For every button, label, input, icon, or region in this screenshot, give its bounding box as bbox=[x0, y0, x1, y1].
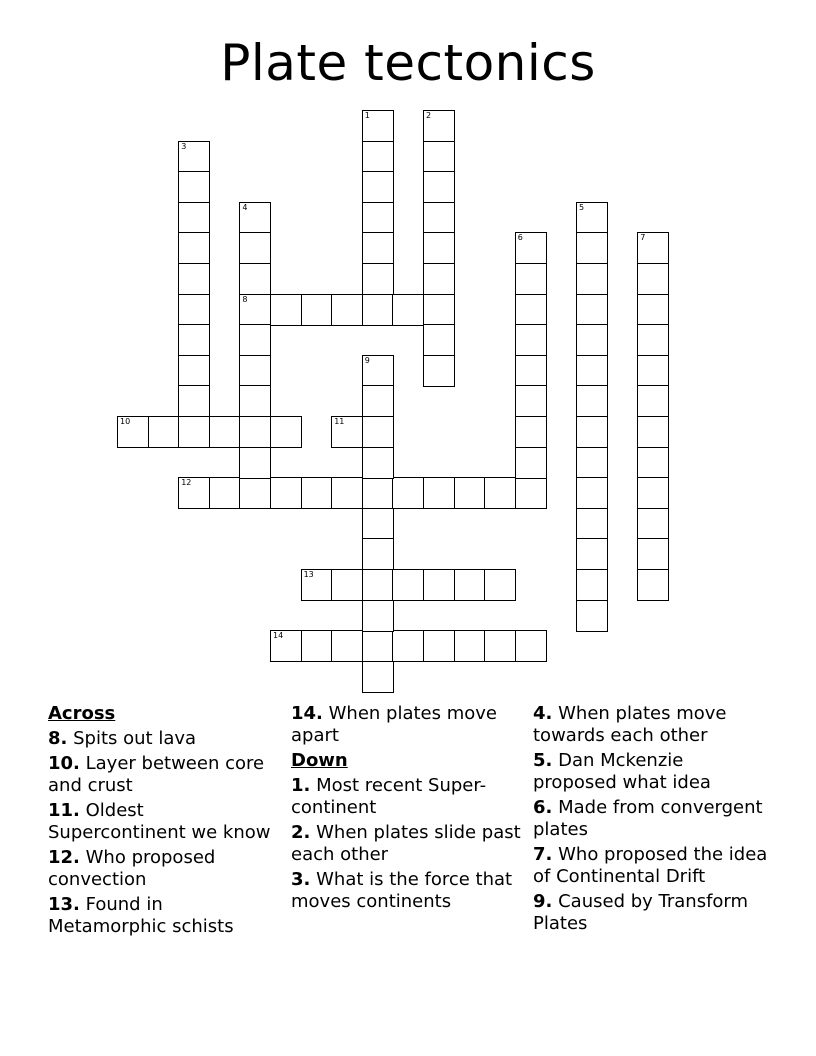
grid-cell[interactable] bbox=[270, 630, 302, 662]
grid-cell[interactable] bbox=[576, 355, 608, 387]
grid-cell[interactable] bbox=[362, 202, 394, 234]
grid-cell[interactable] bbox=[423, 263, 455, 295]
clue-number: 3. bbox=[291, 869, 311, 890]
cell-number: 13 bbox=[303, 570, 314, 579]
grid-cell[interactable] bbox=[362, 600, 394, 632]
grid-cell[interactable] bbox=[637, 569, 669, 601]
grid-cell[interactable] bbox=[362, 171, 394, 203]
grid-cell[interactable] bbox=[576, 569, 608, 601]
grid-cell[interactable] bbox=[362, 110, 394, 142]
cell-number: 11 bbox=[334, 417, 345, 426]
grid-cell[interactable] bbox=[454, 630, 486, 662]
grid-cell[interactable] bbox=[239, 232, 271, 264]
grid-cell[interactable] bbox=[362, 477, 394, 509]
grid-cell[interactable] bbox=[239, 385, 271, 417]
grid-cell[interactable] bbox=[178, 355, 210, 387]
clue-number: 9. bbox=[533, 891, 553, 912]
grid-cell[interactable] bbox=[239, 447, 271, 479]
grid-cell[interactable] bbox=[484, 477, 516, 509]
grid-cell[interactable] bbox=[178, 232, 210, 264]
grid-cell[interactable] bbox=[423, 294, 455, 326]
cell-number: 1 bbox=[364, 111, 370, 120]
grid-cell[interactable] bbox=[576, 263, 608, 295]
clue-down-4 bbox=[533, 703, 769, 747]
grid-cell[interactable] bbox=[331, 569, 363, 601]
grid-cell[interactable] bbox=[637, 477, 669, 509]
grid-cell[interactable] bbox=[301, 477, 333, 509]
clue-text: Spits out lava bbox=[73, 728, 197, 749]
clues-column-3 bbox=[533, 703, 769, 938]
grid-cell[interactable] bbox=[178, 416, 210, 448]
grid-cell[interactable] bbox=[423, 110, 455, 142]
grid-cell[interactable] bbox=[209, 477, 241, 509]
grid-cell[interactable] bbox=[423, 171, 455, 203]
grid-cell[interactable] bbox=[239, 324, 271, 356]
grid-cell[interactable] bbox=[362, 355, 394, 387]
grid-cell[interactable] bbox=[576, 202, 608, 234]
grid-cell[interactable] bbox=[270, 294, 302, 326]
grid-cell[interactable] bbox=[178, 171, 210, 203]
clue-number: 13. bbox=[48, 894, 80, 915]
grid-cell[interactable] bbox=[209, 416, 241, 448]
grid-cell[interactable] bbox=[515, 232, 547, 264]
grid-cell[interactable] bbox=[239, 355, 271, 387]
grid-cell[interactable] bbox=[515, 355, 547, 387]
grid-cell[interactable] bbox=[362, 416, 394, 448]
cell-number: 6 bbox=[517, 233, 523, 243]
cell-number: 14 bbox=[273, 631, 284, 641]
grid-cell[interactable] bbox=[637, 232, 669, 264]
clue-number: 2. bbox=[291, 822, 311, 843]
grid-cell[interactable] bbox=[515, 416, 547, 448]
clue-across-13 bbox=[48, 894, 284, 938]
grid-cell[interactable] bbox=[637, 294, 669, 326]
grid-cell[interactable] bbox=[515, 447, 547, 479]
clue-number: 14. bbox=[291, 703, 323, 724]
clue-text: Found in Metamorphic schists bbox=[48, 894, 234, 937]
grid-cell[interactable] bbox=[331, 294, 363, 326]
clue-number: 7. bbox=[533, 844, 553, 865]
clue-number: 5. bbox=[533, 750, 553, 771]
clue-down-1 bbox=[291, 775, 527, 819]
grid-cell[interactable] bbox=[423, 355, 455, 387]
grid-cell[interactable] bbox=[362, 141, 394, 173]
clue-across-14 bbox=[291, 703, 527, 747]
clue-across-10 bbox=[48, 753, 284, 797]
clue-down-7 bbox=[533, 844, 769, 888]
clue-down-9 bbox=[533, 891, 769, 935]
grid-cell[interactable] bbox=[270, 477, 302, 509]
grid-cell[interactable] bbox=[576, 508, 608, 540]
cell-number: 4 bbox=[242, 202, 248, 212]
grid-cell[interactable] bbox=[239, 294, 271, 326]
clue-text: What is the force that moves continents bbox=[291, 869, 513, 912]
grid-cell[interactable] bbox=[515, 263, 547, 295]
grid-cell[interactable] bbox=[454, 569, 486, 601]
grid-cell[interactable] bbox=[362, 630, 394, 662]
cell-number: 9 bbox=[364, 355, 370, 365]
grid-cell[interactable] bbox=[301, 569, 333, 601]
grid-cell[interactable] bbox=[362, 447, 394, 479]
across-heading: Across bbox=[48, 703, 116, 724]
clue-across-12 bbox=[48, 847, 284, 891]
grid-cell[interactable] bbox=[576, 294, 608, 326]
clue-text: Who proposed the idea of Continental Drift bbox=[533, 844, 768, 887]
down-heading: Down bbox=[291, 750, 348, 771]
grid-cell[interactable] bbox=[362, 661, 394, 693]
grid-cell[interactable] bbox=[178, 477, 210, 509]
grid-cell[interactable] bbox=[637, 508, 669, 540]
grid-cell[interactable] bbox=[637, 538, 669, 570]
clue-text: Oldest Supercontinent we know bbox=[48, 800, 271, 843]
cell-number: 3 bbox=[181, 141, 187, 151]
grid-cell[interactable] bbox=[331, 416, 363, 448]
clue-text: When plates slide past each other bbox=[291, 822, 521, 865]
clue-number: 6. bbox=[533, 797, 553, 818]
grid-cell[interactable] bbox=[331, 477, 363, 509]
clue-text: When plates move towards each other bbox=[533, 703, 727, 746]
grid-cell[interactable] bbox=[454, 477, 486, 509]
clue-across-8 bbox=[48, 728, 284, 750]
grid-cell[interactable] bbox=[392, 569, 424, 601]
clues-column-1 bbox=[48, 703, 284, 941]
clue-down-6 bbox=[533, 797, 769, 841]
cell-number: 2 bbox=[426, 111, 432, 120]
clue-text: When plates move apart bbox=[291, 703, 497, 746]
clue-text: Who proposed convection bbox=[48, 847, 216, 890]
grid-cell[interactable] bbox=[362, 508, 394, 540]
grid-cell[interactable] bbox=[515, 630, 547, 662]
clue-down-5 bbox=[533, 750, 769, 794]
grid-cell[interactable] bbox=[423, 630, 455, 662]
cell-number: 12 bbox=[181, 478, 192, 488]
grid-cell[interactable] bbox=[423, 141, 455, 173]
grid-cell[interactable] bbox=[178, 385, 210, 417]
cell-number: 5 bbox=[579, 202, 585, 212]
clues-column-2 bbox=[291, 703, 527, 916]
grid-cell[interactable] bbox=[576, 447, 608, 479]
clue-number: 1. bbox=[291, 775, 311, 796]
grid-cell[interactable] bbox=[117, 416, 149, 448]
grid-cell[interactable] bbox=[576, 477, 608, 509]
grid-cell[interactable] bbox=[515, 477, 547, 509]
grid-cell[interactable] bbox=[178, 324, 210, 356]
clue-text: Most recent Super-continent bbox=[291, 775, 487, 818]
grid-cell[interactable] bbox=[637, 263, 669, 295]
grid-cell[interactable] bbox=[423, 324, 455, 356]
grid-cell[interactable] bbox=[362, 538, 394, 570]
grid-cell[interactable] bbox=[576, 600, 608, 632]
grid-cell[interactable] bbox=[576, 324, 608, 356]
grid-cell[interactable] bbox=[576, 385, 608, 417]
grid-cell[interactable] bbox=[576, 538, 608, 570]
grid-cell[interactable] bbox=[239, 263, 271, 295]
grid-cell[interactable] bbox=[331, 630, 363, 662]
grid-cell[interactable] bbox=[301, 630, 333, 662]
clue-text: Caused by Transform Plates bbox=[533, 891, 749, 934]
grid-cell[interactable] bbox=[301, 294, 333, 326]
grid-cell[interactable] bbox=[362, 385, 394, 417]
grid-cell[interactable] bbox=[270, 416, 302, 448]
grid-cell[interactable] bbox=[423, 477, 455, 509]
grid-cell[interactable] bbox=[423, 569, 455, 601]
grid-cell[interactable] bbox=[392, 477, 424, 509]
grid-cell[interactable] bbox=[178, 294, 210, 326]
puzzle-title: Plate tectonics bbox=[220, 34, 596, 92]
grid-cell[interactable] bbox=[362, 232, 394, 264]
grid-cell[interactable] bbox=[148, 416, 180, 448]
clue-down-3 bbox=[291, 869, 527, 913]
grid-cell[interactable] bbox=[392, 294, 424, 326]
clue-number: 10. bbox=[48, 753, 80, 774]
grid-cell[interactable] bbox=[576, 232, 608, 264]
clue-number: 12. bbox=[48, 847, 80, 868]
cell-number: 8 bbox=[242, 294, 248, 304]
grid-cell[interactable] bbox=[484, 630, 516, 662]
grid-cell[interactable] bbox=[637, 385, 669, 417]
clue-text: Dan Mckenzie proposed what idea bbox=[533, 750, 711, 793]
cell-number: 7 bbox=[640, 233, 646, 243]
clue-number: 4. bbox=[533, 703, 553, 724]
clue-text: Made from convergent plates bbox=[533, 797, 763, 840]
grid-cell[interactable] bbox=[239, 202, 271, 234]
grid-cell[interactable] bbox=[362, 569, 394, 601]
grid-cell[interactable] bbox=[484, 569, 516, 601]
grid-cell[interactable] bbox=[637, 324, 669, 356]
grid-cell[interactable] bbox=[515, 324, 547, 356]
grid-cell[interactable] bbox=[637, 447, 669, 479]
clue-across-11 bbox=[48, 800, 284, 844]
grid-cell[interactable] bbox=[423, 202, 455, 234]
grid-cell[interactable] bbox=[362, 294, 394, 326]
grid-cell[interactable] bbox=[178, 263, 210, 295]
cell-number: 10 bbox=[120, 417, 131, 426]
grid-cell[interactable] bbox=[392, 630, 424, 662]
grid-cell[interactable] bbox=[178, 202, 210, 234]
grid-cell[interactable] bbox=[637, 416, 669, 448]
clue-down-2 bbox=[291, 822, 527, 866]
grid-cell[interactable] bbox=[576, 416, 608, 448]
grid-cell[interactable] bbox=[515, 385, 547, 417]
grid-cell[interactable] bbox=[239, 416, 271, 448]
clue-number: 11. bbox=[48, 800, 80, 821]
grid-cell[interactable] bbox=[515, 294, 547, 326]
grid-cell[interactable] bbox=[362, 263, 394, 295]
clue-text: Layer between core and crust bbox=[48, 753, 265, 796]
grid-cell[interactable] bbox=[423, 232, 455, 264]
grid-cell[interactable] bbox=[178, 141, 210, 173]
clue-number: 8. bbox=[48, 728, 68, 749]
grid-cell[interactable] bbox=[637, 355, 669, 387]
grid-cell[interactable] bbox=[239, 477, 271, 509]
